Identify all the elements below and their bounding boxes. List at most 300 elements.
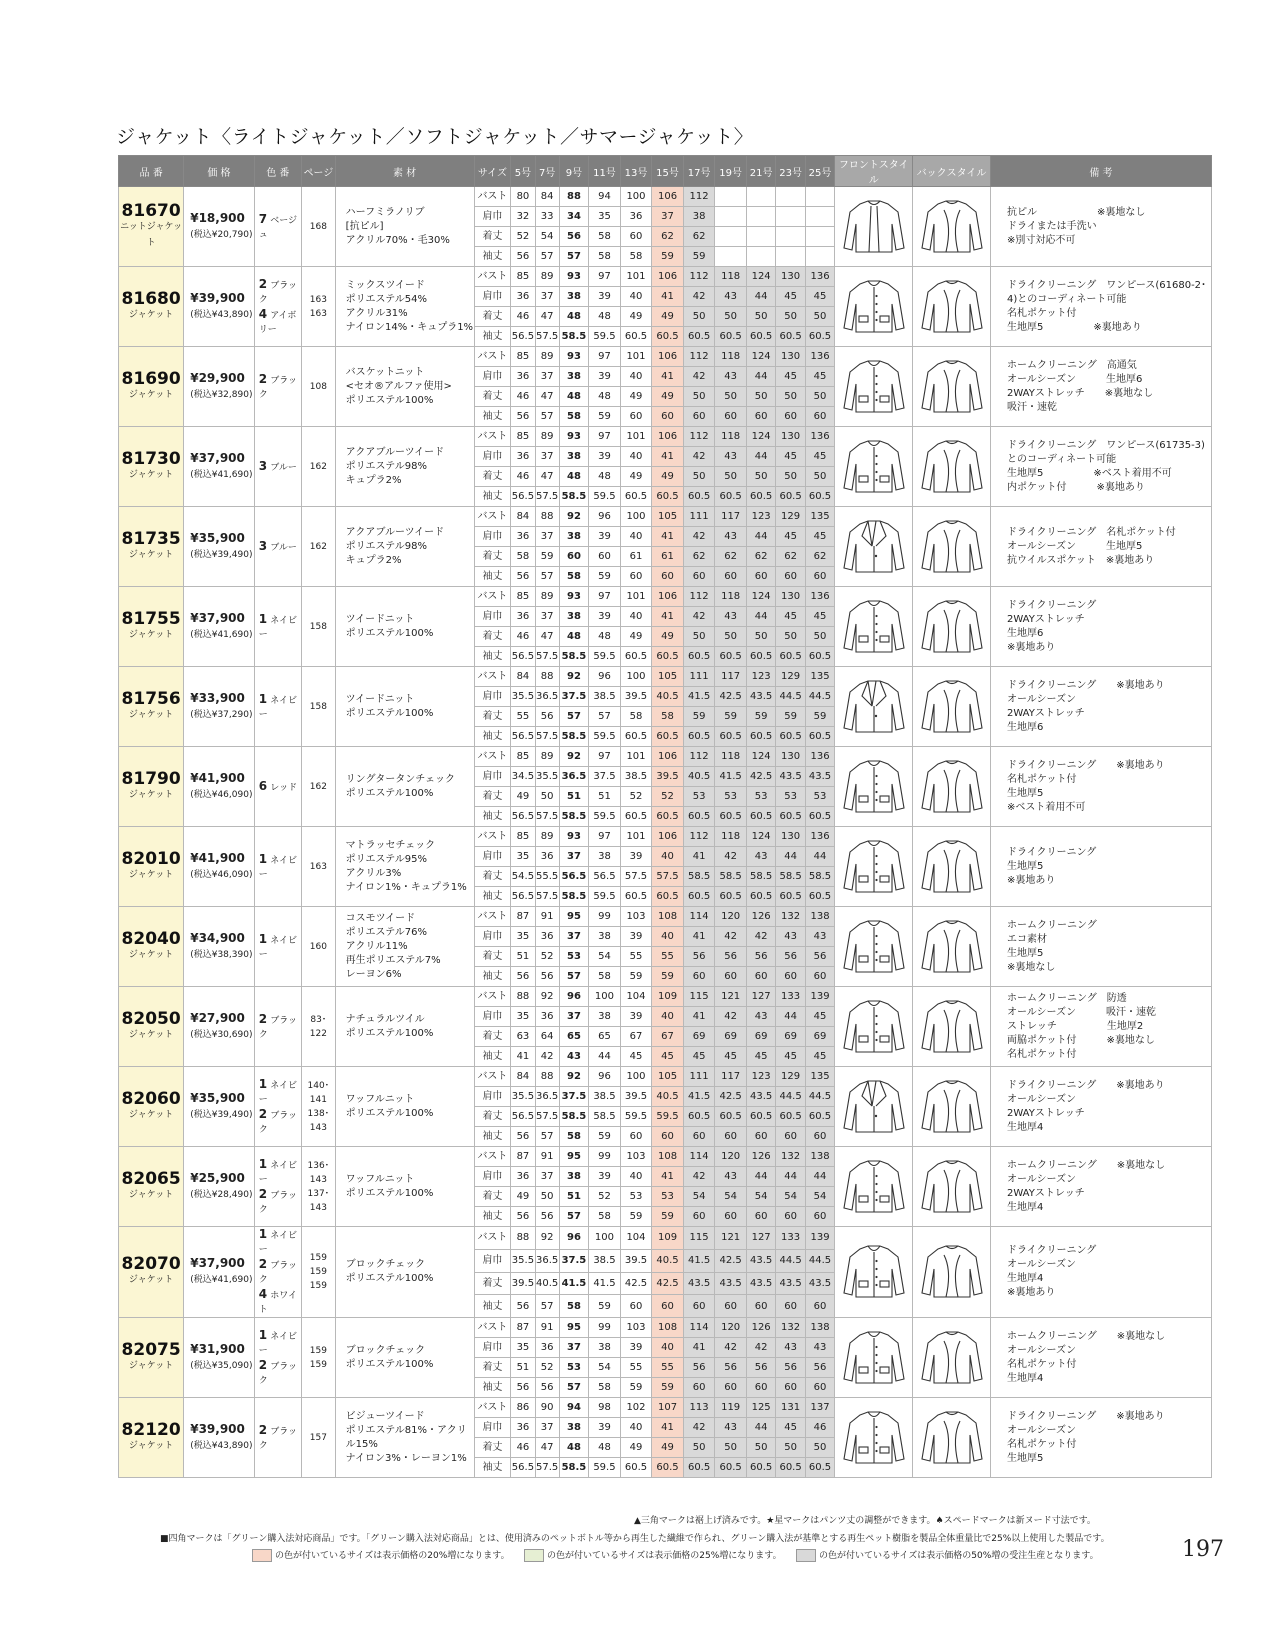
size-value: 57.5 xyxy=(535,887,559,907)
size-value: 55 xyxy=(652,947,684,967)
size-value: 87 xyxy=(511,1147,535,1167)
header-price: 価 格 xyxy=(184,156,254,187)
size-value: 60 xyxy=(776,1207,805,1227)
size-value: 52 xyxy=(535,947,559,967)
size-value: 85 xyxy=(511,827,535,847)
size-value: 55.5 xyxy=(535,867,559,887)
size-value: 48 xyxy=(559,387,588,407)
size-value: 44 xyxy=(746,367,775,387)
measure-label: 肩巾 xyxy=(474,767,511,787)
size-value: 60.5 xyxy=(776,807,805,827)
size-value: 136 xyxy=(805,347,834,367)
size-value: 111 xyxy=(683,667,715,687)
size-value: 45 xyxy=(776,367,805,387)
size-value: 60 xyxy=(620,1295,652,1318)
size-value: 60.5 xyxy=(620,887,652,907)
size-value: 45 xyxy=(652,1047,684,1067)
front-style-image xyxy=(835,187,913,267)
size-value: 69 xyxy=(715,1027,747,1047)
size-value: 48 xyxy=(559,1438,588,1458)
size-value xyxy=(746,247,775,267)
notes-cell xyxy=(990,1147,1211,1227)
size-value xyxy=(746,227,775,247)
size-value: 100 xyxy=(620,507,652,527)
catalog-page: 158 xyxy=(309,621,327,632)
size-value: 138 xyxy=(805,1147,834,1167)
price-cell xyxy=(184,987,254,1067)
size-value: 57 xyxy=(559,1378,588,1398)
size-value: 60 xyxy=(715,967,747,987)
size-value: 59 xyxy=(589,407,621,427)
page-cell xyxy=(302,427,336,507)
size-value: 124 xyxy=(746,747,775,767)
size-value: 103 xyxy=(620,1147,652,1167)
size-value: 120 xyxy=(715,1318,747,1338)
size-value: 44 xyxy=(805,847,834,867)
material-line: ポリエステル100% xyxy=(345,627,434,639)
size-value: 60.5 xyxy=(776,487,805,507)
header-size: サイズ xyxy=(474,156,511,187)
size-value: 94 xyxy=(589,187,621,207)
size-value: 44.5 xyxy=(805,1087,834,1107)
size-value: 60.5 xyxy=(652,487,684,507)
size-value: 49 xyxy=(620,627,652,647)
price: ¥31,900 xyxy=(190,1341,245,1356)
note-line: ホームクリーニング 防透 xyxy=(1006,992,1127,1004)
header-notes: 備 考 xyxy=(990,156,1211,187)
size-value: 59 xyxy=(776,707,805,727)
size-value: 59 xyxy=(589,567,621,587)
size-value: 40 xyxy=(620,1418,652,1438)
size-value: 112 xyxy=(683,187,715,207)
size-value: 36.5 xyxy=(535,687,559,707)
size-value: 56 xyxy=(511,247,535,267)
size-value: 59 xyxy=(805,707,834,727)
size-value: 50 xyxy=(805,387,834,407)
size-value xyxy=(776,187,805,207)
size-value: 47 xyxy=(535,307,559,327)
size-value: 95 xyxy=(559,1147,588,1167)
size-value xyxy=(715,247,747,267)
note-line: オールシーズン 生地厚6 xyxy=(1006,373,1143,385)
measure-label: 着丈 xyxy=(474,1272,511,1295)
size-value: 62 xyxy=(683,547,715,567)
material-cell xyxy=(335,187,474,267)
size-value: 138 xyxy=(805,1318,834,1338)
size-value: 92 xyxy=(559,747,588,767)
size-value: 96 xyxy=(559,1227,588,1250)
table-row xyxy=(119,507,1212,527)
size-value: 43 xyxy=(559,1047,588,1067)
size-value: 59 xyxy=(652,1207,684,1227)
size-value: 60 xyxy=(776,567,805,587)
size-value: 40 xyxy=(620,527,652,547)
back-style-image xyxy=(913,987,991,1067)
color-cell xyxy=(254,1398,301,1478)
price: ¥25,900 xyxy=(190,1170,245,1185)
product-number-value: 82070 xyxy=(121,1254,181,1274)
size-value: 50 xyxy=(746,627,775,647)
size-value: 42 xyxy=(683,447,715,467)
color-number: 1 xyxy=(258,1076,268,1091)
page-cell xyxy=(302,747,336,827)
size-value: 50 xyxy=(776,627,805,647)
back-style-image xyxy=(913,747,991,827)
size-value: 44 xyxy=(746,527,775,547)
product-number xyxy=(119,987,184,1067)
product-number xyxy=(119,907,184,987)
size-value: 60 xyxy=(805,1295,834,1318)
note-line: ドライクリーニング ワンピース(61680-2･4)とのコーディネート可能 xyxy=(1006,279,1207,305)
size-value: 42 xyxy=(715,927,747,947)
color-name: レッド xyxy=(270,782,298,793)
color-name: ネイビー xyxy=(258,1080,298,1105)
size-value: 43.5 xyxy=(683,1272,715,1295)
note-line: 生地厚4 xyxy=(1006,1121,1044,1133)
size-value: 118 xyxy=(715,747,747,767)
note-line: ドライクリーニング xyxy=(1006,1245,1097,1256)
size-value: 42 xyxy=(683,367,715,387)
size-value: 60 xyxy=(746,1378,775,1398)
color-number: 1 xyxy=(258,931,268,946)
size-value: 56 xyxy=(511,1127,535,1147)
size-value: 44.5 xyxy=(805,687,834,707)
size-value: 45 xyxy=(805,607,834,627)
size-value: 59.5 xyxy=(589,327,621,347)
back-style-image xyxy=(913,1398,991,1478)
size-value: 121 xyxy=(715,987,747,1007)
size-value: 138 xyxy=(805,907,834,927)
product-number-value: 82060 xyxy=(121,1088,181,1109)
size-value: 56 xyxy=(511,967,535,987)
size-value: 43.5 xyxy=(776,1272,805,1295)
size-value: 106 xyxy=(652,427,684,447)
note-line: ※裏地あり xyxy=(1006,1287,1056,1298)
size-value: 39 xyxy=(620,927,652,947)
size-value: 43 xyxy=(715,1167,747,1187)
material-cell xyxy=(335,987,474,1067)
catalog-page: 162 xyxy=(309,461,327,472)
material-cell xyxy=(335,507,474,587)
color-number: 2 xyxy=(258,1106,268,1121)
price-cell xyxy=(184,1067,254,1147)
size-value: 120 xyxy=(715,907,747,927)
color-name: ネイビー xyxy=(258,1231,298,1255)
measure-label: 肩巾 xyxy=(474,847,511,867)
size-value: 129 xyxy=(776,507,805,527)
size-value: 42.5 xyxy=(620,1272,652,1295)
color-name: ブラック xyxy=(258,375,298,400)
size-value: 58.5 xyxy=(559,1107,588,1127)
size-value: 42.5 xyxy=(715,687,747,707)
color-cell xyxy=(254,827,301,907)
size-value: 39 xyxy=(589,287,621,307)
size-value: 44.5 xyxy=(776,687,805,707)
material-line: ブロックチェック xyxy=(345,1344,426,1356)
size-value: 39 xyxy=(589,607,621,627)
size-value: 56 xyxy=(746,947,775,967)
color-number: 1 xyxy=(258,851,268,866)
size-value: 46 xyxy=(511,467,535,487)
size-value: 59 xyxy=(620,1378,652,1398)
product-number xyxy=(119,1227,184,1318)
size-value: 136 xyxy=(805,587,834,607)
size-value: 97 xyxy=(589,827,621,847)
size-value: 60.5 xyxy=(652,727,684,747)
size-value: 56 xyxy=(805,947,834,967)
note-line: ホームクリーニング ※裏地なし xyxy=(1006,1159,1166,1171)
size-value: 62 xyxy=(776,547,805,567)
size-value: 45 xyxy=(620,1047,652,1067)
size-value: 106 xyxy=(652,827,684,847)
size-value: 102 xyxy=(620,1398,652,1418)
color-name: ブラック xyxy=(258,1261,298,1285)
size-value: 104 xyxy=(620,1227,652,1250)
front-style-image xyxy=(835,827,913,907)
product-number xyxy=(119,1147,184,1227)
size-value: 39.5 xyxy=(652,767,684,787)
back-style-image xyxy=(913,907,991,987)
catalog-page: 136･143 xyxy=(307,1160,330,1185)
measure-label: 袖丈 xyxy=(474,1458,511,1478)
size-value: 59 xyxy=(652,1378,684,1398)
front-style-image xyxy=(835,907,913,987)
product-number-value: 81755 xyxy=(121,608,181,629)
size-value: 51 xyxy=(559,1187,588,1207)
size-value: 60.5 xyxy=(776,647,805,667)
color-cell xyxy=(254,427,301,507)
size-value: 41 xyxy=(652,367,684,387)
size-value: 60.5 xyxy=(683,1458,715,1478)
material-line: アクリル31% xyxy=(345,307,408,319)
size-value: 56.5 xyxy=(589,867,621,887)
table-row xyxy=(119,427,1212,447)
measure-label: 着丈 xyxy=(474,787,511,807)
header-product-no: 品 番 xyxy=(119,156,184,187)
size-value: 60 xyxy=(559,547,588,567)
material-line: ポリエステル98% xyxy=(345,540,427,552)
size-value: 87 xyxy=(511,1318,535,1338)
size-value: 50 xyxy=(683,387,715,407)
price-with-tax: (税込¥30,690) xyxy=(190,1029,253,1040)
size-value: 53 xyxy=(776,787,805,807)
size-value: 60 xyxy=(683,1207,715,1227)
measure-label: 着丈 xyxy=(474,547,511,567)
size-value: 47 xyxy=(535,627,559,647)
notes-cell xyxy=(990,587,1211,667)
size-value: 40.5 xyxy=(652,1249,684,1272)
measure-label: 肩巾 xyxy=(474,207,511,227)
size-value: 56 xyxy=(776,1358,805,1378)
color-name: ブラック xyxy=(258,1110,298,1135)
size-value: 88 xyxy=(559,187,588,207)
size-value: 54 xyxy=(715,1187,747,1207)
size-value: 94 xyxy=(559,1398,588,1418)
size-value xyxy=(805,247,834,267)
note-line: オールシーズン xyxy=(1006,1344,1077,1356)
size-value: 56 xyxy=(535,707,559,727)
size-value xyxy=(805,207,834,227)
size-value: 43.5 xyxy=(715,1272,747,1295)
color-name: ネイビー xyxy=(258,615,298,640)
price: ¥41,900 xyxy=(190,770,245,785)
size-value: 136 xyxy=(805,827,834,847)
price-cell xyxy=(184,667,254,747)
size-value: 60.5 xyxy=(620,1458,652,1478)
size-value: 38 xyxy=(589,847,621,867)
size-value: 130 xyxy=(776,267,805,287)
size-value: 60.5 xyxy=(715,887,747,907)
note-line: 生地厚4 xyxy=(1006,1201,1044,1213)
size-value: 35.5 xyxy=(511,1249,535,1272)
size-value: 60 xyxy=(776,1295,805,1318)
price-with-tax: (税込¥39,490) xyxy=(190,549,253,560)
size-value: 50 xyxy=(715,307,747,327)
price-with-tax: (税込¥43,890) xyxy=(190,309,253,320)
size-value: 60.5 xyxy=(715,1107,747,1127)
size-value: 56.5 xyxy=(511,487,535,507)
price-cell xyxy=(184,427,254,507)
size-value: 84 xyxy=(535,187,559,207)
size-value: 49 xyxy=(652,627,684,647)
size-value: 38 xyxy=(683,207,715,227)
size-value: 43 xyxy=(715,367,747,387)
size-value: 106 xyxy=(652,187,684,207)
size-value: 39.5 xyxy=(620,687,652,707)
size-value: 58 xyxy=(589,227,621,247)
measure-label: 着丈 xyxy=(474,227,511,247)
size-value: 55 xyxy=(620,1358,652,1378)
product-category: ジャケット xyxy=(128,1109,174,1120)
header-size-13: 13号 xyxy=(620,156,652,187)
note-line: オールシーズン xyxy=(1006,1093,1077,1105)
size-value: 43 xyxy=(805,1338,834,1358)
catalog-page: 83･122 xyxy=(309,1014,327,1039)
size-value: 85 xyxy=(511,747,535,767)
size-value: 97 xyxy=(589,427,621,447)
size-value: 106 xyxy=(652,267,684,287)
size-value: 59.5 xyxy=(589,807,621,827)
size-value: 37 xyxy=(559,927,588,947)
size-value: 45 xyxy=(805,447,834,467)
size-value: 53 xyxy=(715,787,747,807)
size-value: 49 xyxy=(620,387,652,407)
material-cell xyxy=(335,1398,474,1478)
size-value: 42 xyxy=(715,847,747,867)
front-style-image xyxy=(835,347,913,427)
size-value: 56 xyxy=(559,227,588,247)
size-value: 47 xyxy=(535,387,559,407)
size-value: 85 xyxy=(511,267,535,287)
size-value: 52 xyxy=(535,1358,559,1378)
size-value: 130 xyxy=(776,827,805,847)
size-value xyxy=(746,207,775,227)
table-row xyxy=(119,1067,1212,1087)
notes-cell xyxy=(990,267,1211,347)
color-name: ブラック xyxy=(258,280,298,305)
color-name: ベージュ xyxy=(258,215,298,240)
measure-label: 肩巾 xyxy=(474,1418,511,1438)
note-line: ※別寸対応不可 xyxy=(1006,234,1076,246)
size-value: 60.5 xyxy=(652,807,684,827)
size-value: 60 xyxy=(746,967,775,987)
size-value: 39.5 xyxy=(511,1272,535,1295)
size-value: 56.5 xyxy=(511,807,535,827)
size-value: 117 xyxy=(715,1067,747,1087)
size-value: 57.5 xyxy=(535,727,559,747)
size-value: 58 xyxy=(589,1378,621,1398)
catalog-page: 163 xyxy=(309,294,327,305)
size-value: 135 xyxy=(805,507,834,527)
size-value: 112 xyxy=(683,587,715,607)
size-value: 85 xyxy=(511,347,535,367)
size-value: 59 xyxy=(589,1295,621,1318)
size-value: 56 xyxy=(535,1207,559,1227)
page-cell xyxy=(302,187,336,267)
size-value: 49 xyxy=(511,1187,535,1207)
size-value: 35.5 xyxy=(511,1087,535,1107)
size-value: 52 xyxy=(589,1187,621,1207)
size-value: 105 xyxy=(652,507,684,527)
size-value: 39 xyxy=(589,1167,621,1187)
color-cell xyxy=(254,987,301,1067)
page-cell xyxy=(302,1398,336,1478)
size-value: 90 xyxy=(535,1398,559,1418)
size-value: 112 xyxy=(683,827,715,847)
product-category: ジャケット xyxy=(128,869,174,880)
note-line: 両脇ポケット付 ※裏地なし xyxy=(1006,1034,1155,1046)
size-value: 59.5 xyxy=(589,487,621,507)
size-value: 123 xyxy=(746,667,775,687)
color-number: 6 xyxy=(258,778,268,793)
size-value: 43 xyxy=(715,607,747,627)
size-value: 59 xyxy=(715,707,747,727)
size-value: 58 xyxy=(589,967,621,987)
note-line: オールシーズン 生地厚5 xyxy=(1006,540,1143,552)
size-value: 127 xyxy=(746,987,775,1007)
size-value: 97 xyxy=(589,747,621,767)
front-style-image xyxy=(835,587,913,667)
size-value: 59 xyxy=(746,707,775,727)
catalog-page: 140･141 xyxy=(307,1080,330,1105)
price-cell xyxy=(184,1147,254,1227)
price: ¥34,900 xyxy=(190,930,245,945)
size-value: 40.5 xyxy=(535,1272,559,1295)
material-line: <セオ®アルファ使用> xyxy=(345,380,452,392)
size-value: 44 xyxy=(776,1167,805,1187)
size-value: 60 xyxy=(589,547,621,567)
size-value: 45 xyxy=(805,1007,834,1027)
price-with-tax: (税込¥41,690) xyxy=(190,469,253,480)
product-number-value: 82050 xyxy=(121,1008,181,1029)
size-value xyxy=(805,227,834,247)
product-number-value: 82040 xyxy=(121,928,181,949)
material-line: ポリエステル81%・アクリル15% xyxy=(345,1424,467,1450)
measure-label: 着丈 xyxy=(474,1438,511,1458)
size-value: 60.5 xyxy=(683,887,715,907)
size-value: 50 xyxy=(683,627,715,647)
size-value: 62 xyxy=(746,547,775,567)
size-value: 33 xyxy=(535,207,559,227)
size-value: 43.5 xyxy=(805,767,834,787)
color-cell xyxy=(254,1147,301,1227)
page-cell xyxy=(302,987,336,1067)
measure-label: バスト xyxy=(474,587,511,607)
price-with-tax: (税込¥32,890) xyxy=(190,389,253,400)
material-line: マトラッセチェック xyxy=(345,839,436,851)
size-value: 36 xyxy=(511,527,535,547)
size-value: 60.5 xyxy=(805,807,834,827)
